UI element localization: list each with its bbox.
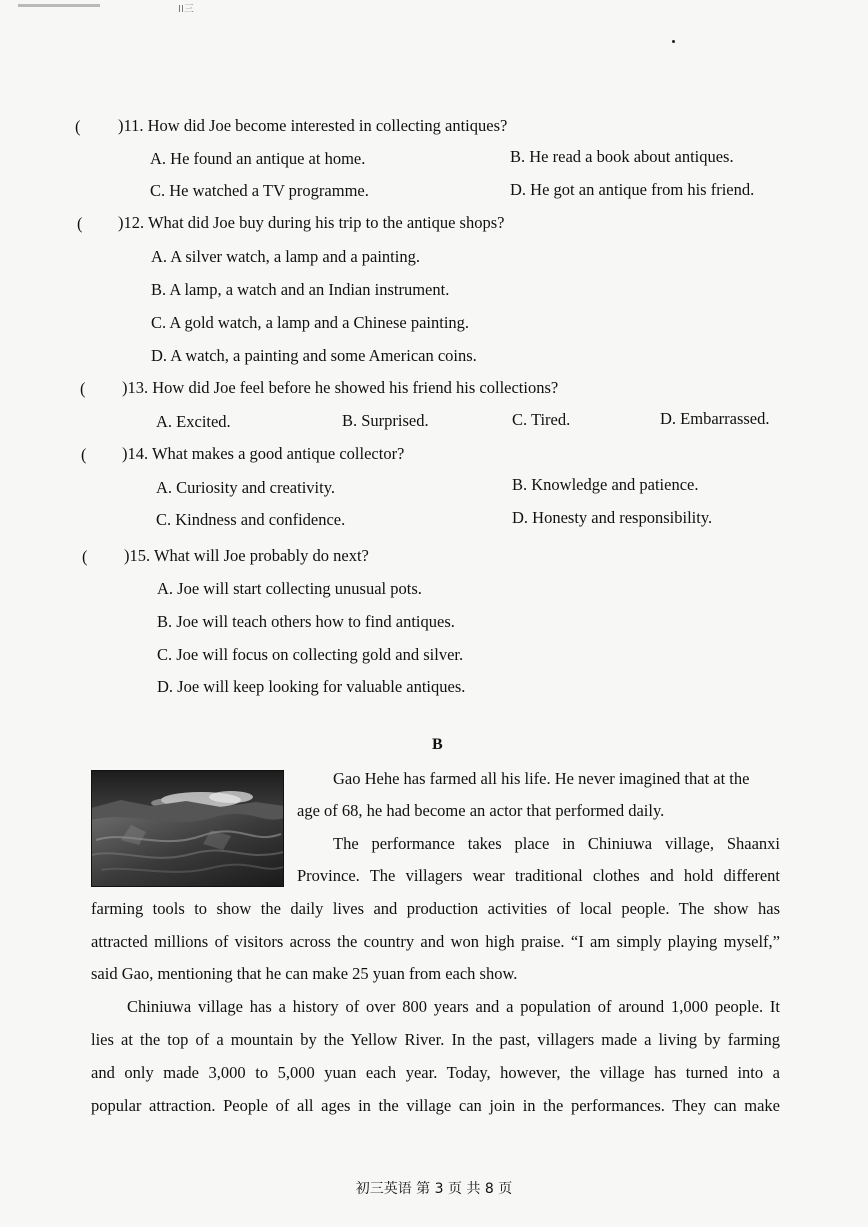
passage-line: farming tools to show the daily lives and production activities of local people. The show has <box>91 899 780 918</box>
scan-header-fragment: II三 <box>178 4 194 15</box>
passage-line: age of 68, he had become an actor that performed daily. <box>297 801 665 820</box>
scan-artifact <box>18 4 100 7</box>
q11-option-a: A. He found an antique at home. <box>150 149 366 168</box>
answer-paren: ( <box>82 547 88 566</box>
question-14-stem: )14. What makes a good antique collector? <box>122 444 405 463</box>
q13-option-d: D. Embarrassed. <box>660 409 770 428</box>
question-12-stem: )12. What did Joe buy during his trip to the antique shops? <box>118 213 505 232</box>
q13-option-a: A. Excited. <box>156 412 231 431</box>
q14-option-b: B. Knowledge and patience. <box>512 475 699 494</box>
page-footer: 初三英语 第 3 页 共 8 页 <box>355 1181 513 1197</box>
scan-dot <box>672 40 675 43</box>
question-15-stem: )15. What will Joe probably do next? <box>124 546 369 565</box>
question-11-stem: )11. How did Joe become interested in collecting antiques? <box>118 116 508 135</box>
q11-option-c: C. He watched a TV programme. <box>150 181 369 200</box>
q11-option-d: D. He got an antique from his friend. <box>510 180 755 199</box>
mountain-village-photo <box>91 770 284 887</box>
answer-paren: ( <box>81 445 87 464</box>
q12-option-b: B. A lamp, a watch and an Indian instrument. <box>151 280 450 299</box>
q14-option-c: C. Kindness and confidence. <box>156 510 346 529</box>
passage-line: lies at the top of a mountain by the Yellow River. In the past, villagers made a living by farming <box>91 1030 780 1049</box>
passage-line: Chiniuwa village has a history of over 800 years and a population of around 1,000 people. It <box>127 997 780 1016</box>
q13-option-b: B. Surprised. <box>342 411 429 430</box>
section-label: B <box>432 736 443 753</box>
passage-line: and only made 3,000 to 5,000 yuan each year. Today, however, the village has turned into a <box>91 1063 780 1082</box>
passage-line: The performance takes place in Chiniuwa village, Shaanxi <box>333 834 780 853</box>
q15-option-c: C. Joe will focus on collecting gold and silver. <box>157 645 464 664</box>
q15-option-a: A. Joe will start collecting unusual pots. <box>157 579 422 598</box>
q14-option-d: D. Honesty and responsibility. <box>512 508 713 527</box>
passage-line: Gao Hehe has farmed all his life. He never imagined that at the <box>333 769 750 788</box>
question-13-stem: )13. How did Joe feel before he showed his friend his collections? <box>122 378 559 397</box>
passage-line: Province. The villagers wear traditional clothes and hold different <box>297 866 780 885</box>
answer-paren: ( <box>75 117 81 136</box>
q15-option-b: B. Joe will teach others how to find antiques. <box>157 612 455 631</box>
passage-line: popular attraction. People of all ages in the village can join in the performances. They can make <box>91 1096 780 1115</box>
q11-option-b: B. He read a book about antiques. <box>510 147 734 166</box>
passage-line: said Gao, mentioning that he can make 25 yuan from each show. <box>91 964 518 983</box>
answer-paren: ( <box>77 214 83 233</box>
q13-option-c: C. Tired. <box>512 410 571 429</box>
answer-paren: ( <box>80 379 86 398</box>
q14-option-a: A. Curiosity and creativity. <box>156 478 336 497</box>
q12-option-d: D. A watch, a painting and some American coins. <box>151 346 477 365</box>
q15-option-d: D. Joe will keep looking for valuable antiques. <box>157 677 466 696</box>
q12-option-c: C. A gold watch, a lamp and a Chinese painting. <box>151 313 470 332</box>
q12-option-a: A. A silver watch, a lamp and a painting. <box>151 247 420 266</box>
passage-line: attracted millions of visitors across the country and won high praise. “I am simply playing myself,” <box>91 932 780 951</box>
